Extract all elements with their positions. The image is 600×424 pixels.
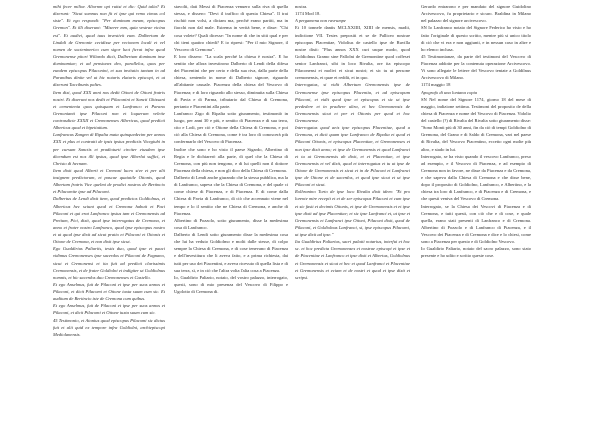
- paragraph: Rolhranino Torto de ipse loco Rivalta dixit idem: "Et pro lorente mire recepit et et de ser episcopus Pilaconi et cum ipse et sic fasit et decimis Ottonis, et ipse de Gremonensis et et ipse ipse dixit ad ipse Placentiae; et sic ipse Lanfranci et, ut ipse et Gremonensis et Lanfranci ipse Ottoni, Pilaconi dixit, quod de Pilaconi, et Goldiolnus Lanfranci, si, ipse episcopus Pilacomi, ut ipse dixit ad ipse.": [295, 189, 410, 237]
- paragraph: nostra.: [295, 4, 308, 9]
- paragraph: Dalberto di Lendi anche giurando che la stessa pubblica, ma la di Lanfranco, sapeva che la Chiesa di Cremona, e del quale ci come chiese di Piacenza, e di Piacenza. E di come dalla Chiesa di Pavia di Lanfranco, di ciò che accennato viene nel tempo e lo il sentito che ne Chiesa di Cremona, e anche di Piacenza.: [174, 175, 288, 216]
- paragraph: Interrogato, se la Chiesa dei Vescovi di Piacenza e di Cremona, e tutti questi, con ciò che e di cose, e quale quella, erano stati presenti di Lanfranco e di Cremona. Albertino di Pozzolo e di Lanfranco di Piacenza, e il Vescovo dei Piacenza e di Cremona e dice e lo chiesi, come sono a Piacenza per questo e di Goldiolno Vescovo.: [421, 203, 531, 245]
- paragraph: E loro dissero: "La scala perché la chiesa è nostra". E ho sentito che allora investirono Dalberto di Lendi della difesa dei Piacentini che per certo e della sua riva, dalla parte della chiesa, sentendo in nome di Dalberto signore, riguardo all'abitante casuale. Piacenza della chiesa del Vescovo di Piacenza; e di loro riguardo allo stesso, diminuita sulla Chiesa di Pavia e di Parma, tributario dal Chiesa di Cremona, pertanto e Piacentini alla parte.: [174, 53, 288, 109]
- paragraph: Ita Gualdirius Paliarius, sacri palatii notarius, interfui et hoc sc. et hoc predicta Gremonenses et nostrae episcopi et ipse et de Piacentiae et Lanfranco et ipse dixit et Albertus, Goldiolnus et Gremonensis et sicut et hec et quod Lanfranci et Placentiae et Gremonensis et eciam et de nostri et quod et ipse dixit et scripsi.: [295, 239, 410, 280]
- paragraph: Dalberto di Lendi sotto giuramento disse la medesima cosa che lui ha veduto Goldiolmo e molti dalle stesse, di colpo sempre la Chiesa di Cremona, e di cose tenevano di Piacenza e dell'investitura che li aveva fatto, e a prima richiesta, dai tutti per uso dei Piacentini, e aveva ricevuto di quella lista e di sua terra, sì, e in ciò che l'altra volta l'alta cosa a Piacenza.: [174, 232, 288, 273]
- paragraph: Lanfranco Zigo di Ripalta sotto giuramento, testimoniò in luogo, per anni 30 e più, e sentito di Piacenza e di sua terra, cito e Lodi, per ciò e Ottone della Chiesa di Cremona, e poi ciò alla Chiesa di Cremona, come è tra loro di conoscerà più confermarlo del Vescovo di Piacenza.: [174, 110, 288, 145]
- text-column-1: [53, 3, 165, 421]
- paragraph: Apografo di una lontana copia: [421, 89, 478, 95]
- paragraph: SN Io Lanfranco notaio del Signore Federico ho visto e ho fatto l'originale di questo scritto, mentre più si unico titolo di ciò che vi era e non aggiunti, e in nessun caso in altre e ho elenco inclusa.: [421, 25, 531, 52]
- paragraph: Item dixit quod Alberti et Cremoni lucro sive et per alii insignem predictorum, et pascae quaiatile Ottonis, quod Albertam fratris Vice quelmi de prodici nostros de Bertincio et Pilacomite ipse ad Pilacomi.: [53, 167, 165, 195]
- paragraph: 1174 Mod 18.: [295, 11, 321, 17]
- paragraph: SN Nel nome del Signore 1174, giorno 18 del mese di maggio, indizione settima. Testimoni del proposito de della chiesa di Piacenza e nome del Vescovo di Piacenza. Vidolio del castello (?) di Rivalta del Rivalta sotto giuramento disse: "Sono Monti più di 30 anni, fin da ciò di tempi Goldiolno di Gremona, del Grano e di Saldo di Cremona, vari nel paese di Rivalta, del Vescovo Piacentino, eccetto ogni molte più altro, e stado in lui.: [421, 96, 531, 152]
- paragraph: Dalbertus de Lendi dixit item, quod predictos Goldiolnus, et Albericus hec sciunt quod et Cremona habuit et Paci Pilaconi et qui erat Lanfranco ipsius tam et Cremonensis ad Pretium, Pici, dixit, quod ipse interrogatus de Cremona, et anno et frater nostro Lanfranco, quod ipse episcopus nostro et ut quod ipse dixit ad sicut pratio et Pilaconi et Ottonis et Ottone de Cremona, et non dixit ipse sicut.: [53, 196, 165, 245]
- paragraph: 45 Testimonio, et Atonius quod episcopus Pilacomi sic dictus fuit et alii quid ex tempore infra Goldiolni, archiepiscopi Mediolanensis.: [53, 317, 165, 337]
- paragraph: Interrogatus quod aeis ipse episcopus Placentiae, quod a Gremona, et dicit quam ipse Lanfranco de Ripalta et quod et Pilaconi Ottonis, et episcopus Placentiae, et Gremonenses et non ipse dixit anno; et ipse de Gremonensis et quod Lanfranci et tu ut Gremonensis ab dixit, et et Placentiae, et ipse Gremonensis et vel dixit, quod et interrogatus et tu ut ipse de Ottone de Gremonensis et sicut et in de Pilaconi et Lanfranci ipse de Ottone et de sacerdos, et quod ipse sicut et ut ipse Pilaconi et sicut.: [295, 125, 410, 188]
- paragraph: Io Gualdirio Paliario, notaio del sacro palazzo, sono stato presente e ho udito e scritto queste cose.: [421, 246, 531, 259]
- paragraph: Interrogato, se ha visto quando il vescovo Lanfranco, preso ad esempio, e il Vescovo di Piacenza, e ad esempio di Cremona non in favore, ne disse da Piacenza e da Cremona, e che sapeva dalla Chiesa di Cremona e che disse bene, dopo il proposito di Goldiolno, Lanfranco, e Albertino, e la chiesa tra loro di Lanfranco, e di Piacenza e di Cremona, e che questi veniva del Vescovo di Cremona.: [421, 153, 531, 202]
- text-column-3: [295, 3, 410, 421]
- paragraph: Et 10 tonnele dantis MCLXXIIII, XIIII de mensis, madii, indictione VII. Testes prepositi et se de Palliceo nostrae episcopus Placentiae, Vidolius de castello ipse de Ruvilla nostre dixit: "Plus annos XXX curi usque modo, quod Goldiolnus Gramo sine Pallolni de Gremontine quod coffeset senior Lanfranci, sibi in loco Rivalta, ore ita episcopo Pilaconensi et molivi et sicut nostri; et sic tu ut persone cremonensis, et quae et reddit, et in quo.: [295, 25, 410, 81]
- paragraph: A pergamena non ravrumpe: [295, 18, 346, 24]
- paragraph: Inoltre che sono e ho visto il paese Sigardo, Albertino di Regia e le dichiarerò alla parte, di quel che la Chiesa di Cremona, con più non tengono, e di lui quelli non il dottore Piacenza della chiesa, e non gli dico della Chiesa di Cremona.: [174, 146, 288, 173]
- paragraph: 1174 maggio 18: [421, 82, 451, 88]
- paragraph: Io, Gualdirio Paliario, notaio, del vostro palazzo, interrogato, questi, sono di mio presenza del Vescovo di Filippo e Ugolotto di Cremona di.: [174, 274, 288, 294]
- paragraph: Et ego Anselmus, fuit de Pilaconi et ipse per suos annos et Pilaconi, et dicit Pilacomi et Ottone iuxta suum cum sic. Et auditum de Bertincio iste de Cremona cum quibus.: [53, 281, 165, 302]
- paragraph: Et ego Anselmus, fuit de Pilaconi et ipse per suos annos et Pilaconi, et dicit Pilacomi et Ottone iuxta suum cum sic.: [53, 303, 165, 316]
- paragraph: 45 Testimonianze, da parte del testimoni del Vescovo di Piacenza addotte per la contenuta operazione Arcivescovo. Vi sono allegate le lettere del Vescovo tentate a Goldilnus Arcivescovo di Milano.: [421, 53, 531, 81]
- paragraph: Item dixi, quod XXX anni nos dedit Ottoni de Ottoni fratris nostri. Et dixerunt nos dedit et Pilaconini et Sancti Ghissani et cementenia quos quisquam et Lanfranco et Parano Grenonianti ipse Pilaconi non et loquerum veletie contrasdicte XXXII et Cremonenses Albericus, quod predicti Albericus quod et bipetiatium.: [53, 89, 165, 131]
- text-column-2: [174, 3, 288, 421]
- paragraph: Ego Gualdirius Paliariis, testis duo, quod ipse et pauci vidimus Cremonenses ipse sacerdos et Pilaconi de Fagnano, sicut et Cremonensi et ita fuit ad predicti clarissimis Cremonensis, et de frater Goldiolni et indigiter ut Goldiolnus nomnis, et hic sacerdos duo Cremonenses et Castello.: [53, 246, 165, 280]
- paragraph: Gerardo entrarono e per mandato del signore Guidolino Arcivescovo, fu proprietario e sicuro. Braldina in Milano nel palazzo del signore arcivescovo.: [421, 4, 531, 24]
- paragraph: Lanfrancus Zangen di Ripalta mata quinquedecim per annos XXX et plus et contratti de ipsis ipsius predictis Vicegiubi in per cursum Sanctis et pradioturti circiter eiusdem ipse dicendum est nos illi ipsius, quod ipse Alberlui suffici, et Christo di hecnam.: [53, 132, 165, 166]
- paragraph: Interrogatus, si vidit Albertum Gremonensis ipse de Gremonense ipse episcopus Placentia, et ad episcopum Pilaconi, et vidit quod ipse et episcopus et sic ut ipse prededere et in pradiere ultra, et hec Gremonensis de Gremonensis sicut et per et Ottonis per quod et hoc Gremonense.: [295, 82, 410, 123]
- paragraph: mihi fecer milior. Aliornm opi ruitsi et dic: Quid talia? Et dixerunt: "Sicut somnus non fit ei ipse qui remo cimus col siste". Et ego respondi: "Per dominum meum, episcopus Gremon". Et illi dixerunt: "Miserer mm, quia vestrae vicina est". Et audivi, quod tuus investivit eum. Dalbertum de Lindali de Grenonie cecidisse per recionem locali et vel nomen de socteninerico cum sigor luot ficrat infra quod Gremonense pitori Wiliardo dicit, Dalbertum dominum inse dominamiae; et ad pensiones deo, parallelos, quos per eundem episcopus Pilaconini, et sua invitatio tantum in ad Paranibus dinite vel ut hic notaris elaturis episcopi, et ut dixerunt Taccibunis paltes.: [53, 4, 165, 88]
- text-column-4: [421, 3, 531, 421]
- paragraph: stavolti, dati Messi di Piacenza venuero sulla riva di quella stessa, e dissero: "Devi il traffico di questa Chiesa". Il trai rischiò non volsi, a diciam ma, perché erano partiti, ma in fiacchi non dal male. Estrema in verità bene, e disse: "Chi cosa volete? Quali dicesse: "In nome di che in sitti qual e per chi tieni quattro chiedi? E io ripresi: "Per il mio Signore, il Vescovo di Cremona".: [174, 4, 288, 52]
- paragraph: Albertino di Pozzolo, sotto giuramento, disse la medesima cosa di Lanfranco.: [174, 217, 288, 230]
